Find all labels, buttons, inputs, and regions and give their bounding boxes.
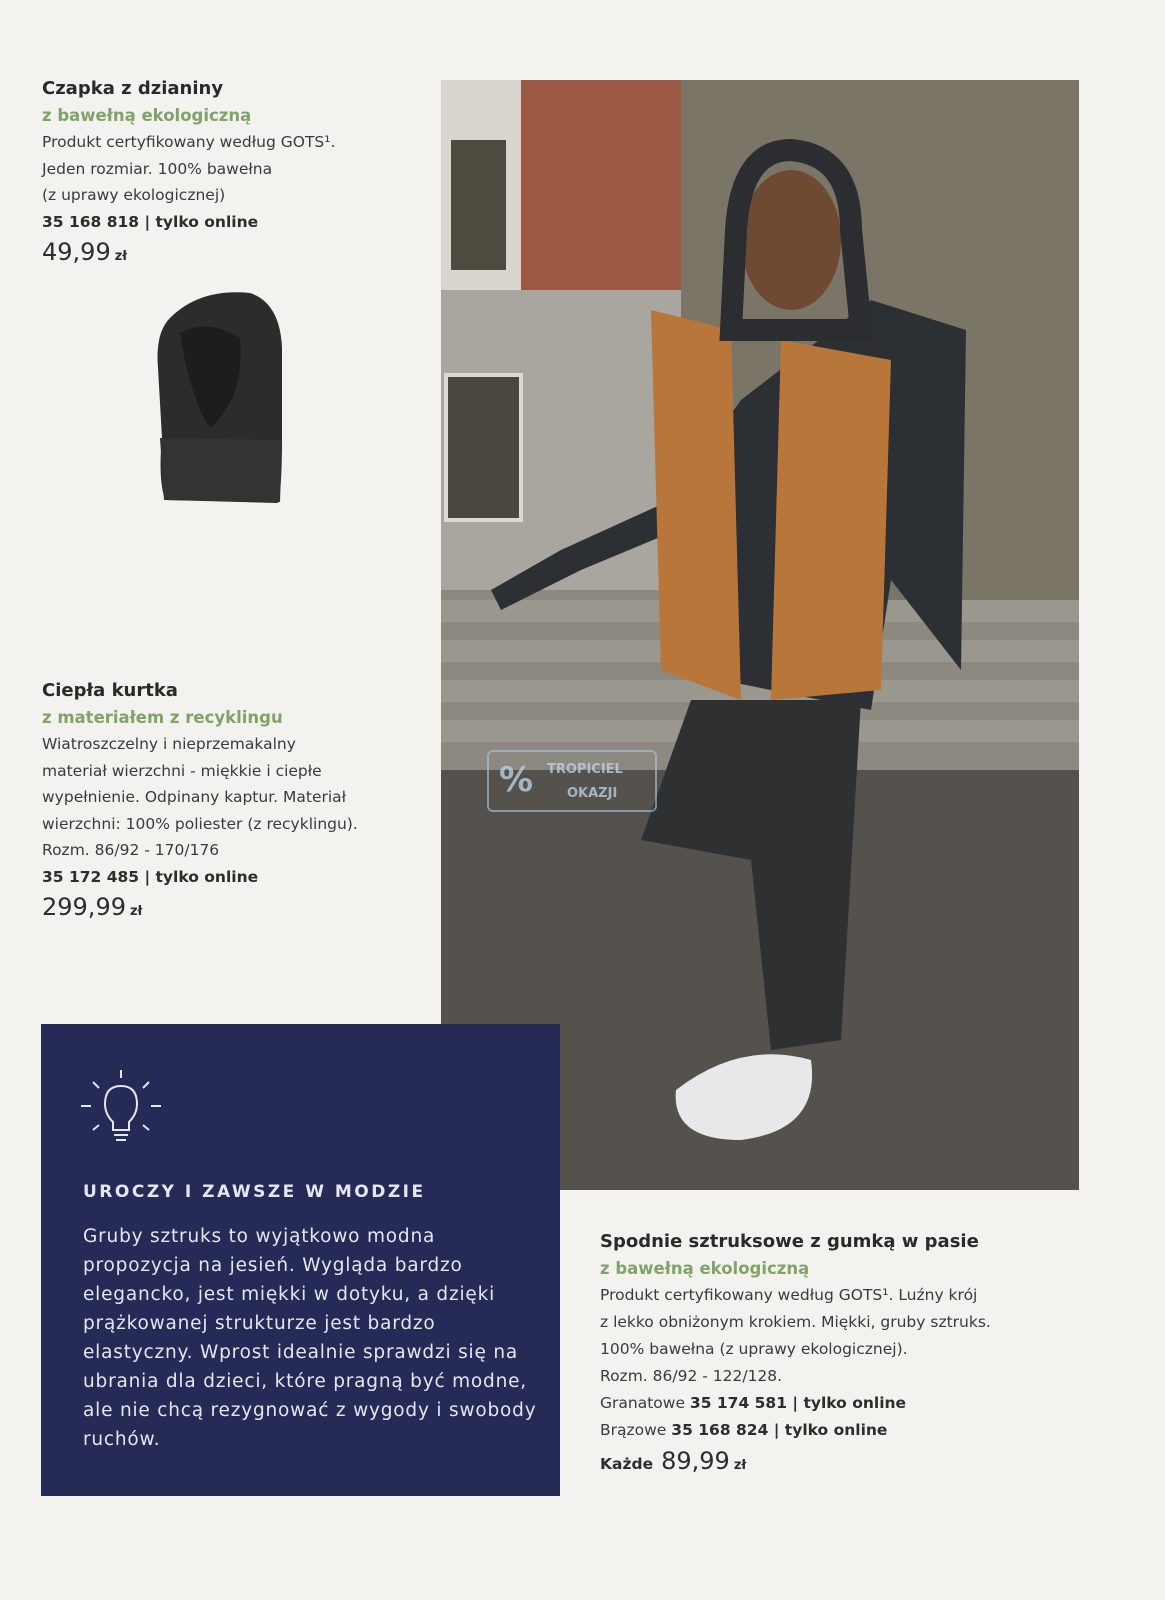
price: 49,99 zł xyxy=(42,238,128,266)
product-trousers xyxy=(600,1228,991,1479)
price: 299,99 zł xyxy=(42,893,143,921)
variant: Granatowe 35 174 581 | tylko online xyxy=(600,1394,907,1412)
product-tag: z bawełną ekologiczną xyxy=(42,105,252,125)
product-code: 35 168 818 | tylko online xyxy=(42,212,259,231)
desc-line: Rozm. 86/92 - 122/128. xyxy=(600,1367,783,1385)
desc-line: 100% bawełna (z uprawy ekologicznej). xyxy=(600,1340,908,1358)
product-tag: z bawełną ekologiczną xyxy=(600,1259,810,1278)
product-title: Spodnie sztruksowe z gumką w pasie xyxy=(600,1231,979,1252)
desc-line: z lekko obniżonym krokiem. Miękki, gruby sztruks. xyxy=(600,1313,991,1331)
tip-box xyxy=(41,1024,560,1496)
desc-line: wierzchni: 100% poliester (z recyklingu). xyxy=(42,814,358,833)
desc-line: Jeden rozmiar. 100% bawełna xyxy=(42,159,273,178)
desc-line: materiał wierzchni - miękkie i ciepłe xyxy=(42,761,322,780)
product-jacket xyxy=(42,678,358,926)
lightbulb-icon xyxy=(81,1068,161,1148)
tip-heading: UROCZY I ZAWSZE W MODZIE xyxy=(83,1182,426,1202)
product-title: Czapka z dzianiny xyxy=(42,78,224,99)
desc-line: Produkt certyfikowany według GOTS¹. xyxy=(42,133,336,151)
hat-image xyxy=(150,288,290,513)
desc-line: (z uprawy ekologicznej) xyxy=(42,186,226,204)
percent-icon: % xyxy=(499,760,534,800)
product-code: 35 172 485 | tylko online xyxy=(42,867,259,886)
desc-line: Rozm. 86/92 - 170/176 xyxy=(42,841,220,859)
price: Każde 89,99 zł xyxy=(600,1447,747,1475)
desc-line: Wiatroszczelny i nieprzemakalny xyxy=(42,735,296,753)
product-tag: z materiałem z recyklingu xyxy=(42,707,283,727)
variant: Brązowe 35 168 824 | tylko online xyxy=(600,1421,888,1439)
desc-line: Produkt certyfikowany według GOTS¹. Luźny krój xyxy=(600,1286,978,1304)
product-hat xyxy=(42,76,335,271)
product-title: Ciepła kurtka xyxy=(42,680,178,701)
watermark: % TROPICIEL OKAZJI xyxy=(487,750,657,812)
tip-body: Gruby sztruks to wyjątkowo modna propozycja na jesień. Wygląda bardzo elegancko, jest miękki w dotyku, a dzięki prążkowanej strukturze jest bardzo elastyczny. Wprost idealnie sprawdzi się na ubrania dla dzieci, które pragną być modne, ale nie chcą rezygnować z wygody i swobody ruchów. xyxy=(83,1226,537,1450)
desc-line: wypełnienie. Odpinany kaptur. Materiał xyxy=(42,788,347,806)
